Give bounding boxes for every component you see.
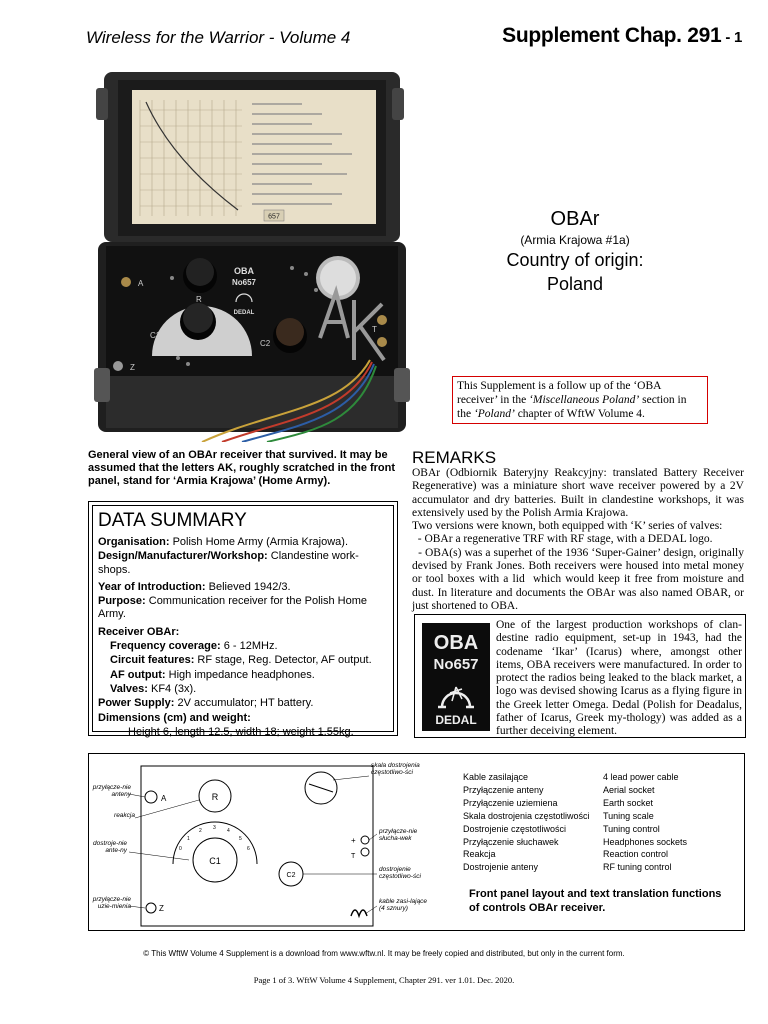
translation-polish: Przyłączenie słuchawek [463, 836, 559, 847]
translation-english: Aerial socket [603, 784, 655, 795]
svg-text:2: 2 [199, 828, 202, 834]
diagram-label-dostrojenie: dostroje-nie ante-ny [93, 840, 127, 854]
front-panel-diagram-box [88, 753, 745, 931]
ds-dimensions: Height 6, length 12.5, width 18; weight 1.55kg. [128, 725, 354, 738]
ds-valves: Valves: KF4 (3x). [110, 682, 197, 695]
remarks-body [412, 467, 747, 613]
card-number: 657 [268, 213, 280, 221]
remarks-paragraph: Two versions were known, both equipped with ‘K’ series of valves: [412, 520, 723, 533]
receiver-photo [92, 70, 412, 442]
translation-row [463, 771, 733, 784]
translation-polish: Przyłączenie uziemiena [463, 797, 558, 808]
receiver-name: OBAr [550, 208, 600, 230]
diagram-label-czestotliwosci: dostrojenie częstotliwo-ści [379, 866, 421, 880]
panel-label-c2: C2 [260, 339, 271, 348]
diagram-label-reakcja: reakcja [114, 812, 135, 819]
translation-table [463, 771, 733, 874]
svg-text:4: 4 [227, 828, 230, 834]
diagram-label-kable: kable zasi-lające (4 sznury) [379, 898, 428, 912]
remarks-paragraph: OBAr (Odbiornik Bateryjny Reakcyjny: translated Battery Receiver Regenerative) was a miniature short wave receiver powered by a 2V accumulator and dry batteries. Built in clandestine workshops, it was extensively used by the Polish Armia Krajowa. [412, 467, 744, 519]
translation-row [463, 861, 733, 874]
panel-label-r: R [196, 295, 202, 304]
svg-text:Z: Z [159, 904, 164, 913]
translation-polish: Reakcja [463, 849, 496, 860]
ds-frequency: Frequency coverage: 6 - 12MHz. [110, 640, 278, 653]
ds-receiver: Receiver OBAr: [98, 625, 180, 638]
translation-english: RF tuning control [603, 862, 672, 873]
ds-design: Design/Manufacturer/Workshop: Clandestine work-shops. [98, 550, 359, 576]
panel-label-c1: C1 [150, 331, 161, 340]
translation-polish: Przyłączenie anteny [463, 784, 544, 795]
svg-text:0: 0 [179, 846, 182, 852]
svg-text:T: T [351, 853, 356, 860]
ds-purpose: Purpose: Communication receiver for the Polish Home Army. [98, 595, 367, 621]
ds-af-output: AF output: High impedance headphones. [110, 668, 315, 681]
svg-text:OBA: OBA [433, 632, 479, 654]
receiver-subtitle: (Armia Krajowa #1a) [520, 233, 630, 247]
data-summary-box [88, 501, 398, 736]
front-panel-diagram [89, 754, 459, 932]
translation-row [463, 797, 733, 810]
dedal-logo-box [414, 614, 746, 738]
panel-logo-dedal: DEDAL [233, 310, 255, 316]
translation-english: Tuning scale [603, 810, 654, 821]
translation-polish: Skala dostrojenia częstotliwości [463, 810, 590, 821]
remarks-paragraph: - OBAr a regenerative TRF with RF stage, with a DEDAL logo. [412, 533, 713, 546]
running-header-title: Wireless for the Warrior - Volume 4 [86, 28, 351, 47]
ds-year: Year of Introduction: Believed 1942/3. [98, 580, 291, 593]
diagram-label-antena: przyłącze-nie anteny [92, 784, 131, 798]
photo-caption: General view of an OBAr receiver that survived. It may be assumed that the letters AK, roughly scratched in the front panel, stand for ‘Armia Krajowa’ (Home Army). [88, 449, 396, 487]
diagram-caption: Front panel layout and text translation functions of controls OBAr receiver. [469, 888, 722, 914]
translation-english: Headphones sockets [603, 836, 688, 847]
translation-english: Reaction control [603, 849, 669, 860]
diagram-label-uziemienia: przyłącze-nie uzie-mienia [92, 896, 131, 910]
panel-label-t: T [372, 325, 377, 334]
diagram-label-skala: skala dostrojenia częstotliwo-ści [371, 762, 420, 776]
translation-row [463, 810, 733, 823]
svg-text:R: R [211, 792, 219, 802]
svg-text:1: 1 [187, 836, 190, 842]
page-footer: Page 1 of 3. WftW Volume 4 Supplement, Chapter 291. ver 1.01. Dec. 2020. [253, 975, 515, 985]
translation-row [463, 848, 733, 861]
svg-text:A: A [161, 794, 167, 803]
data-summary-title: DATA SUMMARY [98, 510, 247, 531]
chapter-title: Supplement Chap. 291 [502, 24, 722, 47]
follow-up-note: This Supplement is a follow up of the ‘OBA receiver’ in the ‘Miscellaneous Poland’ section in the ‘Poland’ chapter of WftW Volume 4. [452, 376, 708, 424]
translation-english: 4 lead power cable [603, 772, 679, 782]
remarks-title: REMARKS [412, 448, 497, 467]
translation-row [463, 784, 733, 797]
svg-text:C2: C2 [286, 872, 296, 879]
translation-english: Earth socket [603, 797, 654, 808]
translation-polish: Kable zasilające [463, 772, 529, 782]
panel-label-z: Z [130, 363, 135, 372]
ds-circuit: Circuit features: RF stage, Reg. Detector, AF output. [110, 654, 372, 667]
logo-description: One of the largest production workshops of clan-destine radio equipment, set-up in 1943, had the codename ‘Ikar’ (Icarus) where, amongst other items, OBA receivers were manufactured. In order to protect the radios being leaked to the black market, a logo was devised showing Icarus as a flying figure in the Greek letter Omega. Dedal (Polish for Deadalus, father of Icarus, Greek my-thology) was added as a further deceiving element. [496, 619, 742, 738]
oba-dedal-logo [422, 623, 490, 731]
ds-power: Power Supply: 2V accumulator; HT battery. [98, 697, 314, 710]
receiver-title-block [480, 208, 670, 295]
chapter-heading [502, 24, 742, 48]
svg-text:6: 6 [247, 846, 250, 852]
diagram-label-sluchawek: przyłącze-nie słucha-wek [379, 828, 418, 842]
translation-row [463, 836, 733, 849]
svg-text:No657: No657 [433, 656, 479, 673]
svg-text:DEDAL: DEDAL [435, 713, 477, 727]
translation-polish: Dostrojenie anteny [463, 862, 539, 873]
panel-label-a: A [138, 279, 144, 288]
page-suffix: - 1 [725, 29, 742, 46]
translation-row [463, 823, 733, 836]
ds-dimensions-label: Dimensions (cm) and weight: [98, 711, 251, 724]
copyright-notice: © This WftW Volume 4 Supplement is a download from www.wftw.nl. It may be freely copied and distributed, but only in the current form. [143, 949, 625, 958]
panel-logo-oba: OBA [234, 266, 254, 276]
translation-polish: Dostrojenie częstotliwości [463, 823, 567, 834]
svg-text:3: 3 [213, 825, 216, 831]
country-value: Poland [546, 274, 604, 294]
ds-organisation: Organisation: Polish Home Army (Armia Krajowa). [98, 536, 349, 548]
country-label: Country of origin: [506, 250, 644, 270]
svg-text:C1: C1 [209, 856, 221, 866]
panel-logo-number: No657 [231, 278, 257, 287]
svg-text:5: 5 [239, 836, 242, 842]
translation-english: Tuning control [603, 823, 660, 834]
svg-text:+: + [351, 836, 356, 845]
remarks-paragraph: - OBA(s) was a superhet of the 1936 ‘Super-Gainer’ design, originally devised by Frank Jones. Both receivers were housed into metal money or tool boxes with a lid which would keep it free from moisture and dust. In literature and documents the OBAr was also named OBAR, or just shortened to OBA. [412, 546, 747, 612]
